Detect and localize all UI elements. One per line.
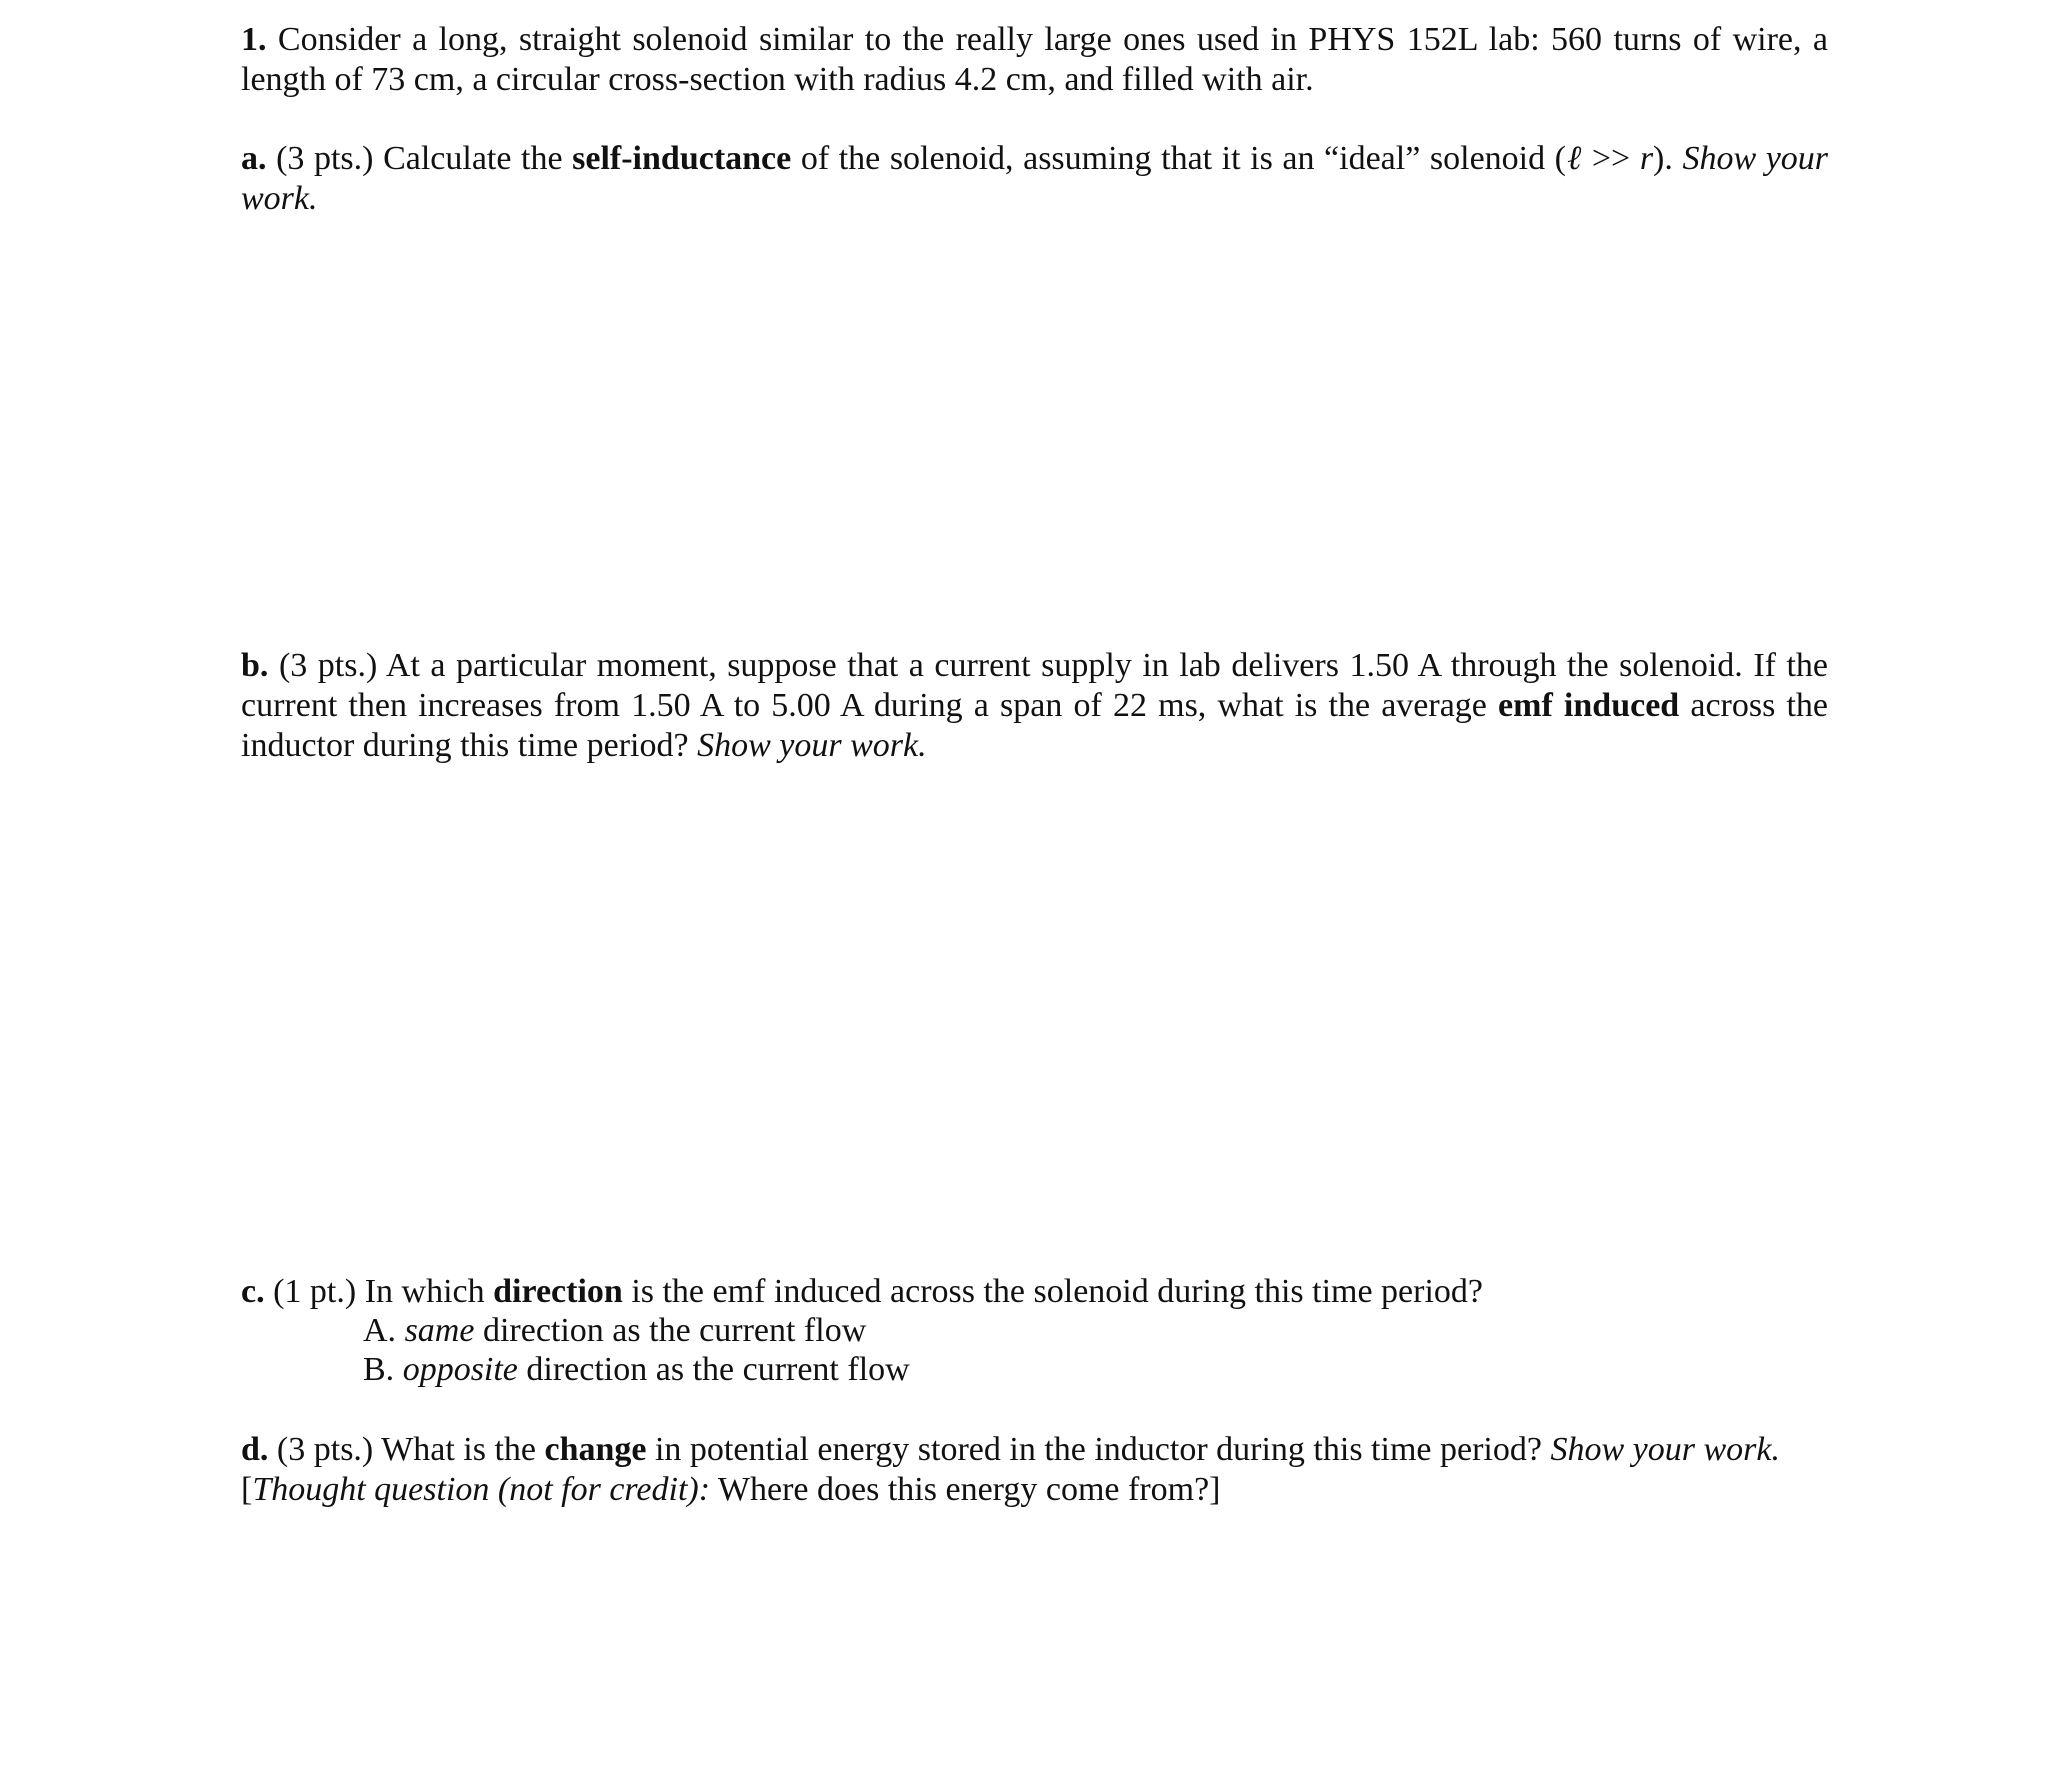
part-c-text-before: In which bbox=[364, 1273, 485, 1310]
part-c bbox=[241, 1272, 1828, 1312]
part-a-close: ). bbox=[1653, 140, 1673, 177]
part-b-label: b. bbox=[241, 647, 269, 684]
part-b-bold-term: emf induced bbox=[1498, 687, 1680, 724]
part-a bbox=[241, 139, 1828, 219]
option-a-emph: same bbox=[404, 1312, 475, 1349]
question-1-intro-text: Consider a long, straight solenoid similar to the really large ones used in PHYS 152L lab: 560 turns of wire, a bbox=[277, 21, 1828, 58]
part-b-text-2-after: across the bbox=[1690, 687, 1829, 724]
part-b-text-2: current then increases from 1.50 A to 5.00 A during a span of 22 ms, what is the average bbox=[241, 687, 1487, 724]
part-c-line-1 bbox=[241, 1272, 1828, 1312]
part-d-instruction: Show your work. bbox=[1550, 1431, 1780, 1468]
option-b-text: direction as the current flow bbox=[517, 1351, 910, 1388]
question-1-intro bbox=[241, 20, 1828, 100]
thought-text: Where does this energy come from?] bbox=[710, 1471, 1221, 1508]
thought-label: Thought question (not for credit): bbox=[252, 1471, 711, 1508]
option-a bbox=[363, 1311, 866, 1351]
part-b-line-3 bbox=[241, 726, 1828, 766]
thought-open-bracket: [ bbox=[241, 1471, 253, 1508]
part-a-instruction-2: work. bbox=[241, 180, 318, 217]
part-c-points: (1 pt.) bbox=[273, 1273, 357, 1310]
part-a-points: (3 pts.) bbox=[276, 140, 374, 177]
part-d bbox=[241, 1430, 1828, 1510]
question-number: 1. bbox=[241, 21, 267, 58]
part-d-text-before: What is the bbox=[381, 1431, 536, 1468]
part-b-text-3: inductor during this time period? bbox=[241, 727, 689, 764]
option-b-emph: opposite bbox=[402, 1351, 518, 1388]
part-a-text-before: Calculate the bbox=[383, 140, 563, 177]
part-d-line-1 bbox=[241, 1430, 1828, 1470]
part-d-thought-question bbox=[241, 1470, 1828, 1510]
option-b bbox=[363, 1350, 910, 1390]
option-b-letter: B. bbox=[363, 1351, 395, 1388]
part-c-text-after: is the emf induced across the solenoid during this time period? bbox=[631, 1273, 1484, 1310]
part-b-text-1: (3 pts.) At a particular moment, suppose that a current supply in lab delivers 1.50 A through the solenoid. If the bbox=[278, 647, 1829, 684]
part-c-bold-term: direction bbox=[493, 1273, 623, 1310]
part-d-label: d. bbox=[241, 1431, 269, 1468]
option-a-text: direction as the current flow bbox=[474, 1312, 867, 1349]
question-1-intro-text-2: length of 73 cm, a circular cross-section with radius 4.2 cm, and filled with air. bbox=[241, 61, 1314, 98]
part-b bbox=[241, 646, 1828, 766]
ell-symbol: ℓ bbox=[1566, 140, 1583, 177]
option-a-letter: A. bbox=[363, 1312, 397, 1349]
r-symbol: r bbox=[1639, 140, 1654, 177]
part-b-instruction: Show your work. bbox=[697, 727, 927, 764]
part-d-text-after: in potential energy stored in the inductor during this time period? bbox=[654, 1431, 1542, 1468]
much-greater-symbol: >> bbox=[1582, 140, 1640, 177]
part-a-bold-term: self-inductance bbox=[572, 140, 792, 177]
part-c-label: c. bbox=[241, 1273, 265, 1310]
part-d-bold-term: change bbox=[544, 1431, 647, 1468]
part-a-instruction-1: Show your bbox=[1682, 140, 1829, 177]
question-1-line-1 bbox=[241, 20, 1828, 60]
part-a-text-after: of the solenoid, assuming that it is an “ideal” solenoid ( bbox=[800, 140, 1566, 177]
part-d-points: (3 pts.) bbox=[276, 1431, 374, 1468]
part-a-line-1 bbox=[241, 139, 1828, 179]
part-b-line-1 bbox=[241, 646, 1828, 686]
part-b-line-2 bbox=[241, 686, 1828, 726]
part-a-label: a. bbox=[241, 140, 267, 177]
